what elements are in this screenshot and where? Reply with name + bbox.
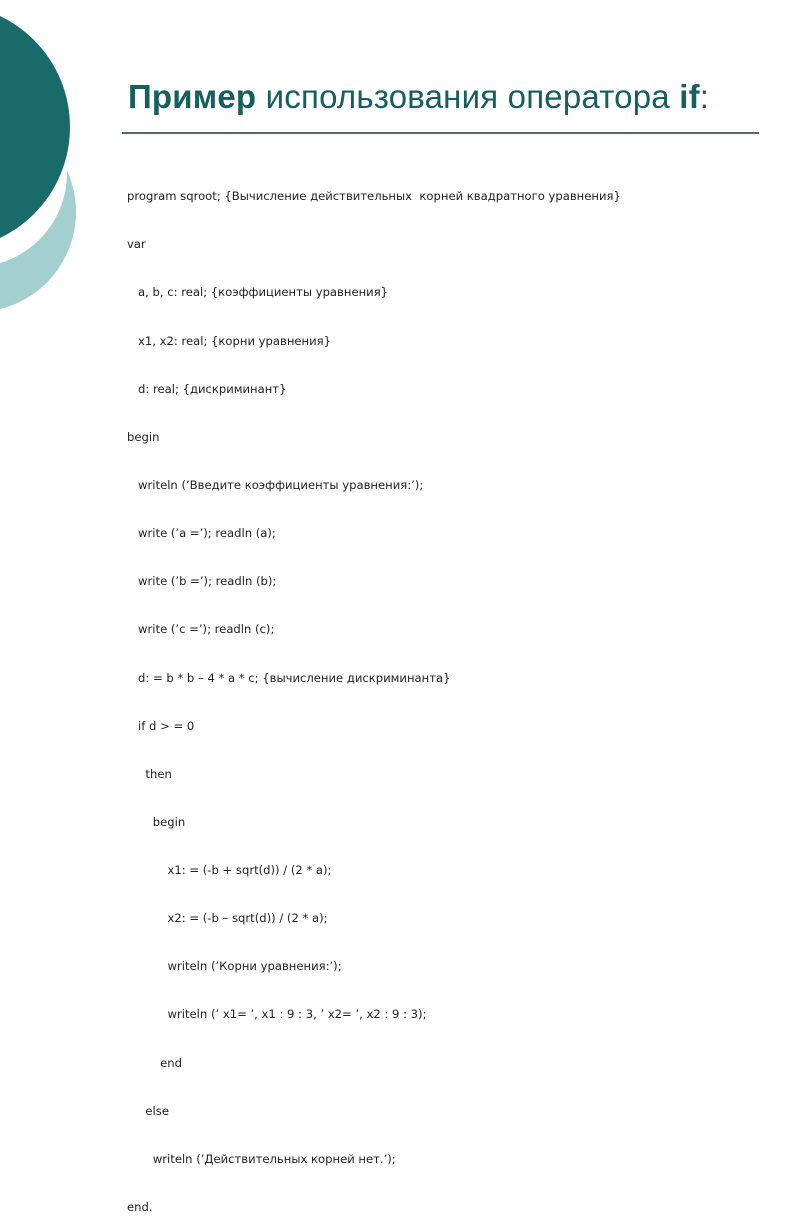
code-line: x1: = (-b + sqrt(d)) / (2 * a); — [127, 863, 332, 878]
code-line: write (’c =’); readln (c); — [127, 622, 275, 637]
code-line: write (’b =’); readln (b); — [127, 574, 277, 589]
code-line: x2: = (-b – sqrt(d)) / (2 * a); — [127, 911, 328, 926]
title-divider — [122, 132, 759, 134]
code-line: writeln (’Действительных корней нет.’); — [127, 1151, 396, 1166]
code-line: var — [127, 237, 146, 252]
code-line: if d > = 0 — [127, 718, 195, 733]
title-bold-word: Пример — [128, 78, 257, 115]
code-line: d: real; {дискриминант} — [127, 381, 287, 396]
code-line: begin — [127, 429, 160, 444]
code-line: writeln (’Введите коэффициенты уравнения:’); — [127, 477, 424, 492]
code-listing — [127, 156, 621, 1231]
code-line: writeln (’ x1= ’, x1 : 9 : 3, ’ x2= ’, x2 : 9 : 3); — [127, 1007, 427, 1022]
code-line: a, b, c: real; {коэффициенты уравнения} — [127, 285, 389, 300]
code-line: write (’a =’); readln (a); — [127, 526, 276, 541]
code-line: end — [127, 1055, 183, 1070]
code-line: then — [127, 766, 172, 781]
code-line: else — [127, 1103, 169, 1118]
code-line: writeln (’Корни уравнения:’); — [127, 959, 342, 974]
slide-title — [128, 78, 709, 116]
code-line: end. — [127, 1200, 153, 1215]
title-keyword: if — [679, 78, 700, 115]
title-text: использования оператора — [256, 78, 680, 115]
code-line: d: = b * b – 4 * a * c; {вычисление дискриминанта} — [127, 670, 451, 685]
code-line: begin — [127, 814, 186, 829]
code-line: x1, x2: real; {корни уравнения} — [127, 333, 332, 348]
code-line: program sqroot; {Вычисление действительных корней квадратного уравнения} — [127, 189, 621, 204]
title-colon: : — [699, 78, 710, 115]
